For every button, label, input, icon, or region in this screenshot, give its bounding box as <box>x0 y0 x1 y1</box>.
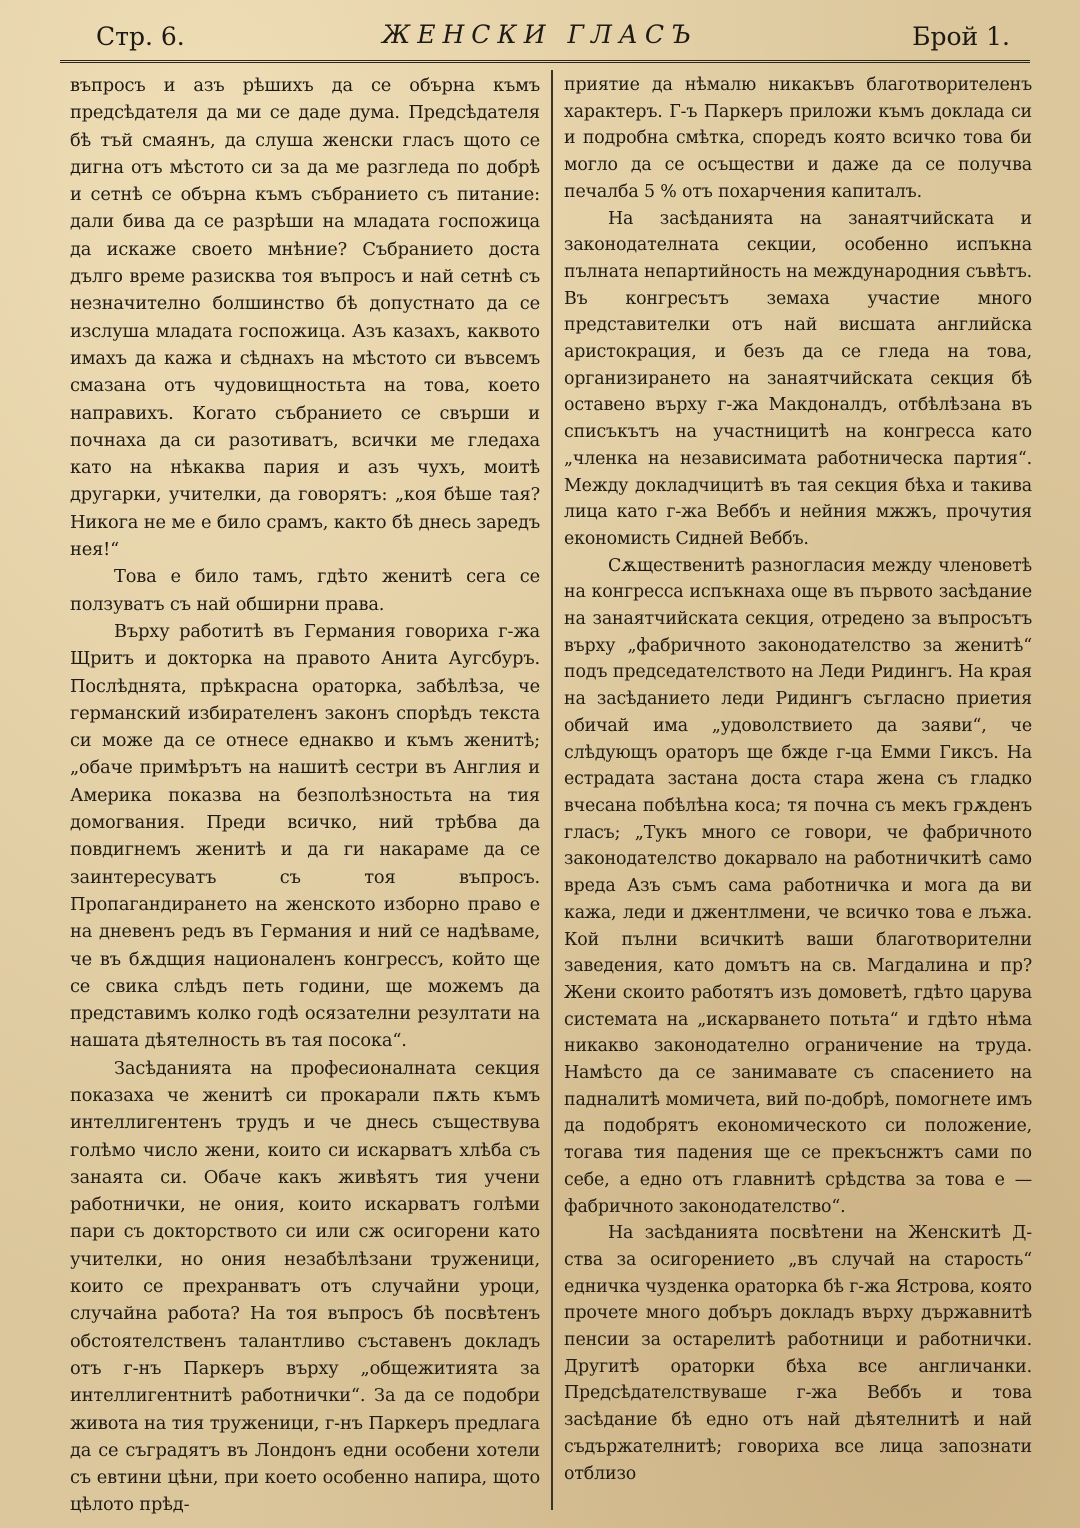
column-divider <box>551 70 553 1510</box>
paragraph: Върху работитѣ въ Германия говориха г-жа Щритъ и докторка на правото Анита Аугсбуръ. Послѣднята, прѣкрасна ораторка, забѣлѣза, че германский избирателенъ законъ спорѣдъ текста си може да се отнесе еднакво и къмъ женитѣ; „обаче примѣрътъ на нашитѣ сестри въ Англия и Америка показва на безполѣзностьта на тия домогвания. Преди всичко, ний трѣбва да повдигнемъ женитѣ и да ги накараме да се заинтересуватъ съ тоя въпросъ. Пропагандирането на женското изборно право е на дневенъ редъ въ Германия и ний се надѣваме, че въ бѫдщия националенъ конгрессъ, който ще се свика слѣдъ петь години, ще можемъ да представимъ колко годѣ осязателни резултати на нашата дѣятелность въ тая посока“. <box>70 620 540 1052</box>
paragraph: въпросъ и азъ рѣшихъ да се обърна къмъ предсѣдателя да ми се даде дума. Предсѣдателя бѣ тъй смаянъ, да слуша женски гласъ щото се дигна отъ мѣстото си за да ме разгледа по добрѣ и сетнѣ се обърна къмъ събранието съ питание: дали бива да се разрѣши на младата госпожица да искаже своето мнѣние? Събранието доста дълго време разисква тоя въпросъ и най сетнѣ съ незначително болшинство бѣ допустнато да се изслуша младата госпожица. Азъ казахъ, каквото имахъ да кажа и сѣднахъ на мѣстото си въвсемъ смазана отъ чудовищностьта на това, което направихъ. Когато събранието се свърши и почнаха да си разотиватъ, всички ме гледаха като на нѣкаква пария и азъ чухъ, моитѣ другарки, учителки, да говорятъ: „коя бѣше тая? Никога не ме е било срамъ, както бѣ днесь заредъ нея!“ <box>70 75 540 561</box>
paragraph: Сѫщественитѣ разногласия между членоветѣ на конгресса испъкнаха още въ първото засѣдание на занаятчийската секция, отредено за въпросътъ върху „фабричното законодателство за женитѣ“ подъ председателството на Леди Ридингъ. На края на засѣданието леди Ридингъ съгласно приетия обичай има „удоволствието да заяви“, че слѣдующъ ораторъ ще бжде г-ца Емми Гиксъ. На естрадата застана доста стара жена съ гладко вчесана побѣлѣна коса; тя почна съ мекъ грѫденъ гласъ; „Тукъ много се говори, че фабричното законодателство докарвало на работничкитѣ само вреда Азъ съмъ сама работничка и мога да ви кажа, леди и джентлмени, че всичко това е лъжа. Кой пълни всичкитѣ ваши благотворителни заведения, като домътъ на св. Магдалина и пр? Жени скоито работятъ изъ домоветѣ, гдѣто царува системата на „искарването потьта“ и гдѣто нѣма никакво законодателно ограничение на труда. Намѣсто да се занимавате съ спасението на падналитѣ момичета, вий по-добрѣ, помогнете имъ да подобрятъ економическото си положение, тогава тия падения ще се прекъснжтъ сами по себе, а едно отъ главнитѣ срѣдства за това е —фабричното законодателство“. <box>564 555 1032 1217</box>
paragraph: На засѣданията на занаятчийската и законодателната секции, особенно испъкна пълната непартийность на международния съвѣтъ. Въ конгресътъ земаха участие много представителки отъ най висшата английска аристокрация, и безъ да се гледа на това, организирането на занаятчийската секция бѣ оставено върху г-жа Макдоналдъ, отбѣлѣзана въ списъкътъ на участницитѣ на конгресса като „членка на независимата работническа партия“. Между докладчицитѣ въ тая секция бѣха и такива лица като г-жа Веббъ и нейния мжжъ, прочутия економисть Сидней Веббъ. <box>564 208 1032 549</box>
issue-number: Брой 1. <box>912 22 1010 51</box>
paragraph: Това е било тамъ, гдѣто женитѣ сега се ползуватъ съ най обширни права. <box>70 566 540 615</box>
paragraph: приятие да нѣмалю никакъвъ благотворителенъ характеръ. Г-ъ Паркеръ приложи къмъ доклада си и подробна смѣтка, споредъ която всичко това би могло да се осъществи и даже да се получва печалба 5 % отъ похарчения капиталъ. <box>564 75 1032 202</box>
left-column <box>70 72 540 1519</box>
paragraph: Засѣданията на професионалната секция показаха че женитѣ си прокарали пѫть къмъ интеллигентенъ трудъ и че днесь съществува голѣмо число жени, които си искарватъ хлѣба съ занаята си. Обаче какъ живѣятъ тия учени работнички, не ония, които искарватъ голѣми пари съ докторството си или сж осигорени като учителки, но ония незабѣлѣзани труженици, които се прехранватъ отъ случайни уроци, случайна работа? На тоя въпросъ бѣ посвѣтенъ обстоятелственъ талантливо съставенъ докладъ отъ г-нъ Паркеръ върху „общежитията за интеллигентнитѣ работнички“. За да се подобри живота на тия труженици, г-нъ Паркеръ предлага да се съградятъ въ Лондонъ едни особени хотели съ евтини цѣни, при което особенно напира, щото цѣлото прѣд- <box>70 1057 540 1516</box>
paragraph: На засѣданията посвѣтени на Женскитѣ Д-ства за осигорението „въ случай на старость“ едничка чузденка ораторка бѣ г-жа Ястрова, която прочете много добъръ докладъ върху държавнитѣ пенсии за остарелитѣ работници и работнички. Другитѣ ораторки бѣха все англичанки. Предсѣдателствуваше г-жа Веббъ и това засѣдание бѣ едно отъ най дѣятелнитѣ и най съдържателнитѣ; говориха все лица запознати отблизо <box>564 1223 1032 1484</box>
right-column <box>564 72 1032 1487</box>
page-number: Стр. 6. <box>96 22 185 51</box>
page-header <box>60 14 1020 54</box>
header-rule <box>60 60 1030 63</box>
newspaper-title: ЖЕНСКИ ГЛАСЪ <box>382 20 698 49</box>
